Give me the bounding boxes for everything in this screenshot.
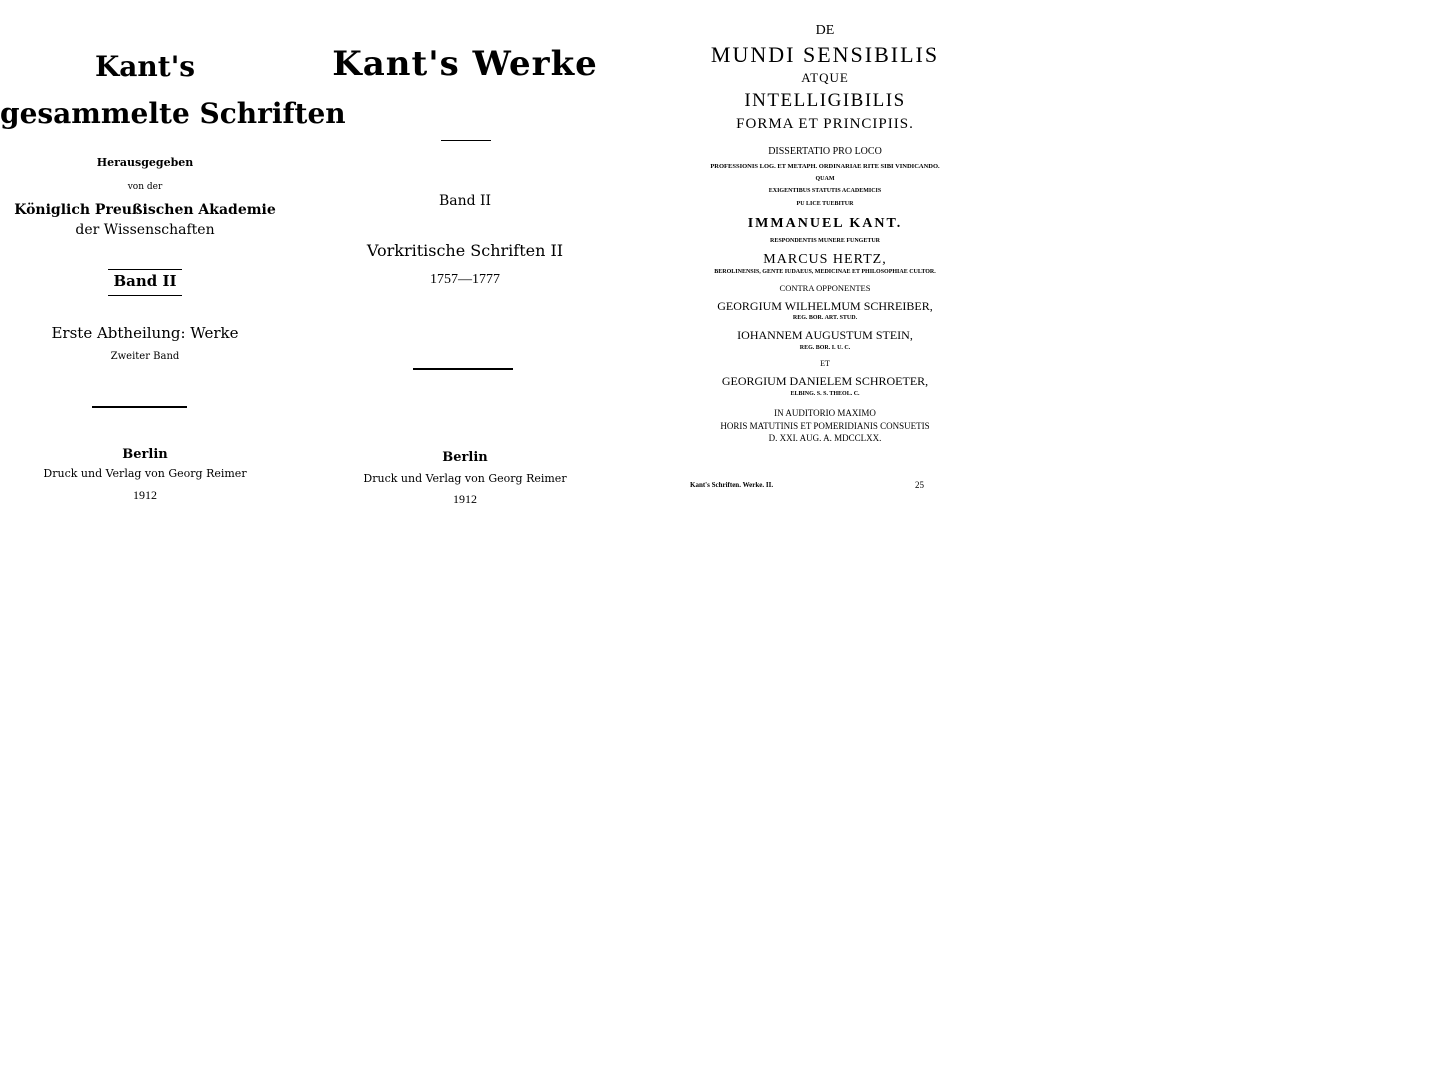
page-title: Kant's Werke — [332, 44, 598, 84]
respondent-description: BEROLINENSIS, GENTE IUDAEUS, MEDICINAE ET PHILOSOPHIAE CULTOR. — [714, 269, 936, 275]
academy-line-2: der Wissenschaften — [75, 222, 215, 238]
editor-label: Herausgegeben — [96, 156, 194, 169]
rule-divider — [108, 295, 182, 296]
opponent-2-name: IOHANNEM AUGUSTUM STEIN, — [737, 328, 913, 342]
publisher: Druck und Verlag von Georg Reimer — [43, 467, 247, 480]
title-line-2: gesammelte Schriften — [0, 97, 346, 130]
title-line-1: Kant's — [94, 50, 196, 83]
de-line: DE — [815, 23, 835, 38]
second-volume-label: Zweiter Band — [110, 351, 180, 362]
contra-line: CONTRA OPPONENTES — [779, 283, 871, 293]
page-footer: Kant's Schriften. Werke. II. — [690, 481, 774, 489]
date-line: D. XXI. AUG. A. MDCCLXX. — [768, 433, 882, 443]
opponent-1-description: REG. BOR. ART. STUD. — [792, 315, 858, 321]
subtitle: Vorkritische Schriften II — [366, 241, 564, 260]
respondentis-line: RESPONDENTIS MUNERE FUNGETUR — [769, 238, 880, 244]
year-range: 1757—1777 — [430, 272, 500, 287]
opponent-2-description: REG. BOR. I. U. C. — [799, 345, 851, 351]
year: 1912 — [453, 492, 477, 506]
volume-label: Band II — [113, 272, 177, 290]
city: Berlin — [122, 447, 168, 462]
opponent-3-description: ELBING. S. S. THEOL. C. — [790, 391, 860, 397]
intelligibilis-line: INTELLIGIBILIS — [744, 90, 906, 111]
rule-divider — [92, 406, 187, 408]
rule-divider — [108, 269, 182, 270]
forma-line: FORMA ET PRINCIPIIS. — [736, 116, 914, 132]
opponent-1-name: GEORGIUM WILHELMUM SCHREIBER, — [717, 299, 933, 313]
opponent-3-name: GEORGIUM DANIELEM SCHROETER, — [721, 374, 929, 388]
respondent-name: MARCUS HERTZ, — [763, 252, 887, 267]
horis-line: HORIS MATUTINIS ET POMERIDIANIS CONSUETIS — [720, 421, 930, 431]
et-line: ET — [820, 359, 830, 368]
dissertatio-line: DISSERTATIO PRO LOCO — [768, 146, 882, 157]
rule-divider — [413, 368, 513, 370]
quam-line: QUAM — [815, 176, 835, 182]
page-number: 25 — [915, 480, 924, 490]
auditorio-line: IN AUDITORIO MAXIMO — [774, 408, 876, 418]
academy-line-1: Königlich Preußischen Akademie — [14, 202, 276, 218]
city: Berlin — [442, 450, 488, 465]
publice-line: PU LICE TUEBITUR — [796, 201, 854, 207]
year: 1912 — [133, 488, 157, 502]
publisher: Druck und Verlag von Georg Reimer — [363, 472, 567, 485]
division-label: Erste Abtheilung: Werke — [51, 324, 239, 342]
professionis-line: PROFESSIONIS LOG. ET METAPH. ORDINARIAE RITE SIBI VINDICANDO. — [710, 163, 940, 170]
von-label: von der — [127, 182, 163, 192]
mundi-line: MUNDI SENSIBILIS — [710, 42, 940, 67]
volume-label: Band II — [438, 193, 492, 209]
exigentibus-line: EXIGENTIBUS STATUTIS ACADEMICIS — [768, 188, 882, 194]
atque-line: ATQUE — [801, 70, 849, 85]
author-name: IMMANUEL KANT. — [747, 216, 903, 231]
rule-divider — [441, 140, 491, 141]
